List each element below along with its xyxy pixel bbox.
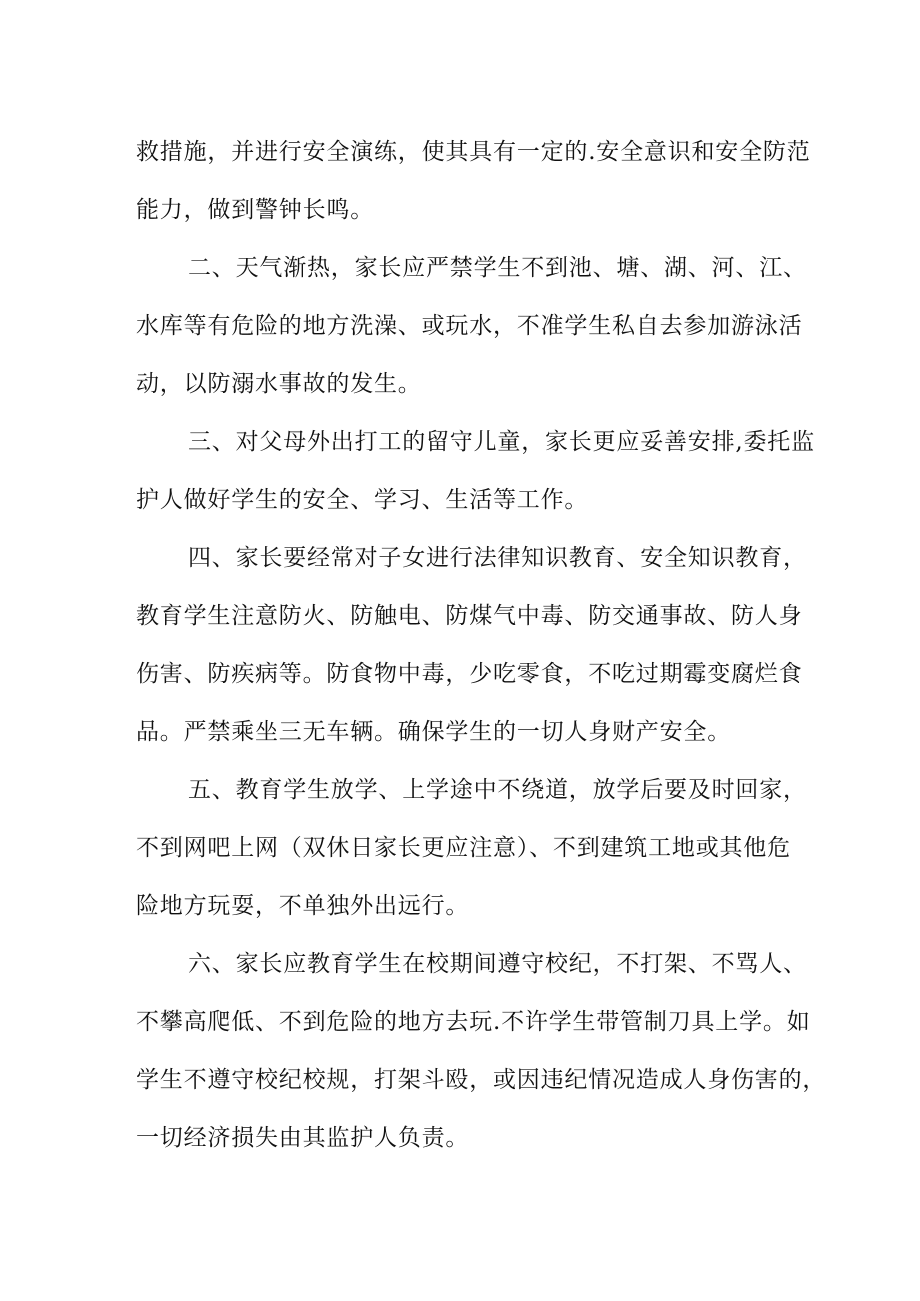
text-line: 救措施，并进行安全演练，使其具有一定的.安全意识和安全防范 <box>136 139 811 165</box>
text-line: 水库等有危险的地方洗澡、或玩水，不准学生私自去参加游泳活 <box>136 313 803 339</box>
text-line: 险地方玩耍，不单独外出远行。 <box>136 893 470 919</box>
text-line: 品。严禁乘坐三无车辆。确保学生的一切人身财产安全。 <box>136 719 731 745</box>
paragraph-6-start: 六、家长应教育学生在校期间遵守校纪，不打架、不骂人、 <box>188 951 807 977</box>
text-line: 能力，做到警钟长鸣。 <box>136 197 374 223</box>
text-line: 护人做好学生的安全、学习、生活等工作。 <box>136 487 589 513</box>
text-line: 教育学生注意防火、防触电、防煤气中毒、防交通事故、防人身 <box>136 603 803 629</box>
text-line: 不攀高爬低、不到危险的地方去玩.不许学生带管制刀具上学。如 <box>136 1009 811 1035</box>
text-line: 伤害、防疾病等。防食物中毒，少吃零食，不吃过期霉变腐烂食 <box>136 661 803 687</box>
text-line: 动，以防溺水事故的发生。 <box>136 371 422 397</box>
paragraph-2-start: 二、天气渐热，家长应严禁学生不到池、塘、湖、河、江、 <box>188 255 807 281</box>
paragraph-5-start: 五、教育学生放学、上学途中不绕道，放学后要及时回家， <box>188 777 807 803</box>
text-line: 一切经济损失由其监护人负责。 <box>136 1125 470 1151</box>
paragraph-4-start: 四、家长要经常对子女进行法律知识教育、安全知识教育， <box>188 545 807 571</box>
paragraph-3-start: 三、对父母外出打工的留守儿童，家长更应妥善安排,委托监 <box>188 429 815 455</box>
text-line: 不到网吧上网（双休日家长更应注意）、不到建筑工地或其他危 <box>136 835 791 861</box>
text-line: 学生不遵守校纪校规，打架斗殴，或因违纪情况造成人身伤害的， <box>136 1067 827 1093</box>
